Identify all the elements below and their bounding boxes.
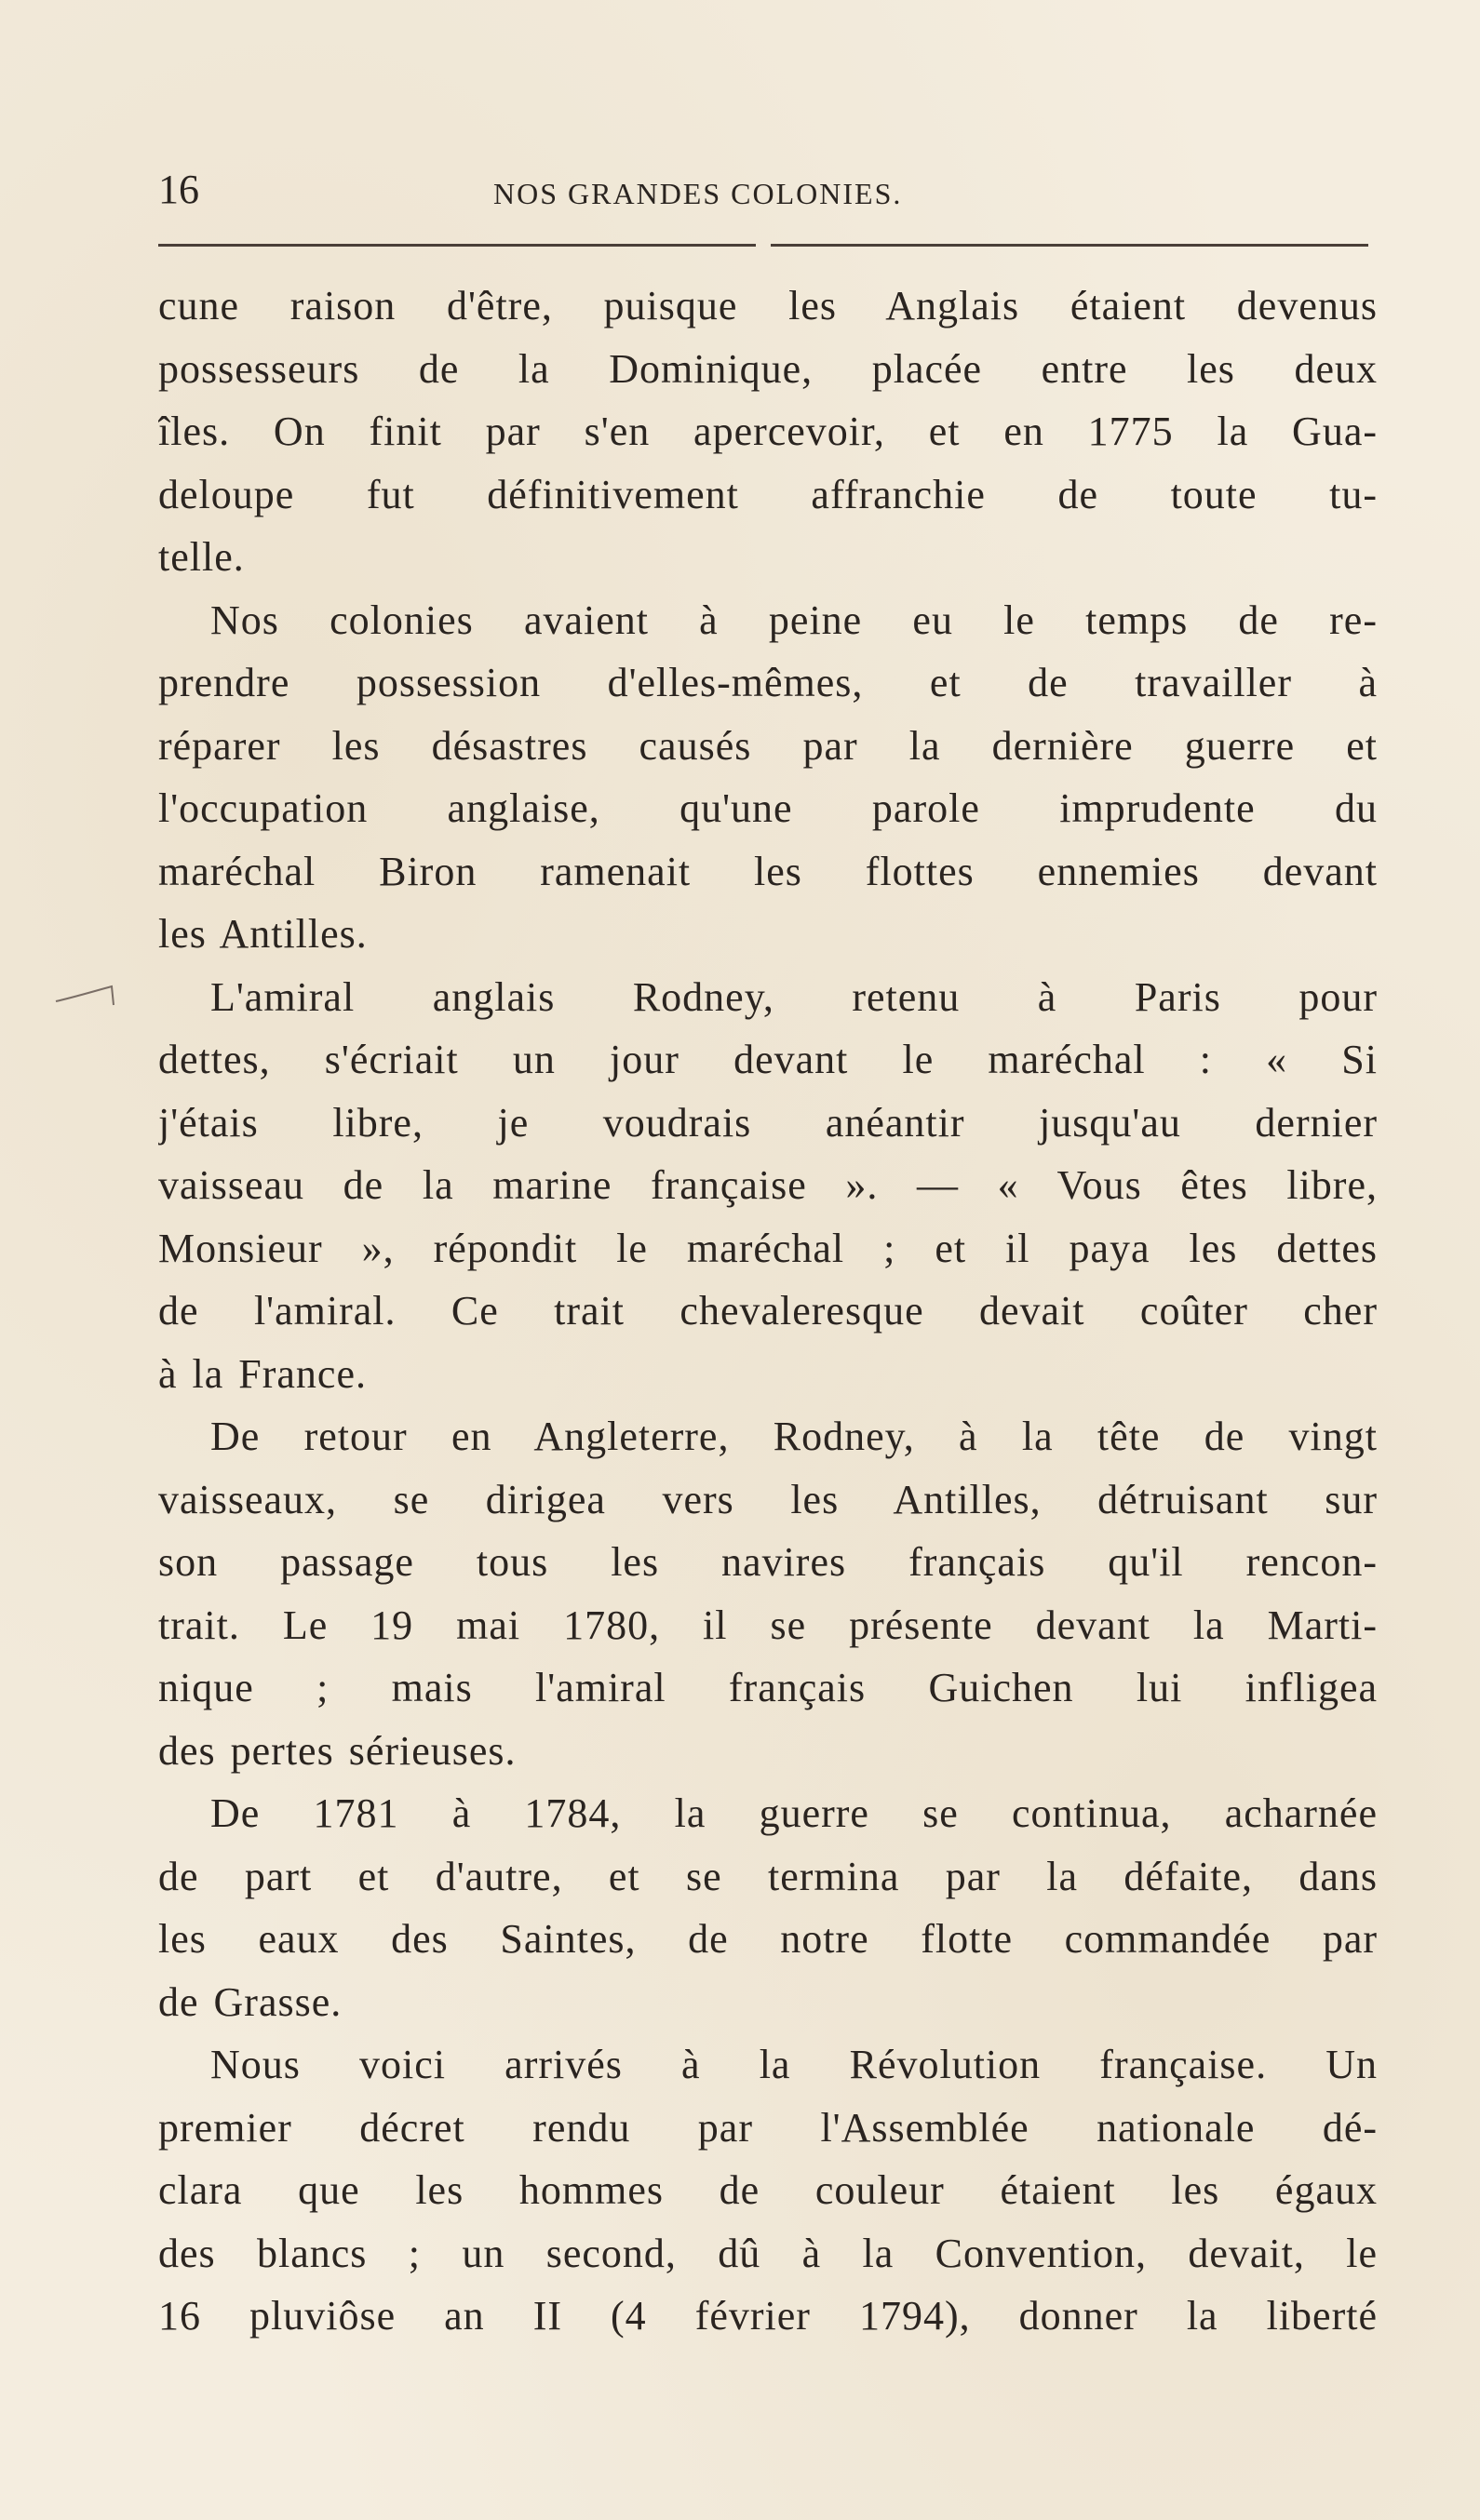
text-line: son passage tous les navires français qu'il rencon- bbox=[158, 1539, 1378, 1585]
text-line: nique ; mais l'amiral français Guichen lui infligea bbox=[158, 1665, 1378, 1710]
text-line: 16 pluviôse an II (4 février 1794), donner la liberté bbox=[158, 2293, 1378, 2339]
text-line: possesseurs de la Dominique, placée entre les deux bbox=[158, 345, 1378, 392]
margin-pencil-mark bbox=[54, 981, 119, 1009]
paragraph-1 bbox=[158, 275, 1378, 589]
text-line: dettes, s'écriait un jour devant le maréchal : « Si bbox=[158, 1037, 1378, 1082]
page-header bbox=[158, 160, 1368, 225]
text-line: l'occupation anglaise, qu'une parole imprudente du bbox=[158, 785, 1378, 831]
text-line: les eaux des Saintes, de notre flotte commandée par bbox=[158, 1916, 1378, 1962]
paragraph-4 bbox=[158, 1405, 1378, 1782]
text-line: maréchal Biron ramenait les flottes ennemies devant bbox=[158, 848, 1378, 894]
text-line: de Grasse. bbox=[158, 1978, 343, 2025]
text-line: clara que les hommes de couleur étaient les égaux bbox=[158, 2167, 1378, 2213]
running-title: NOS GRANDES COLONIES. bbox=[493, 177, 903, 210]
text-line: cune raison d'être, puisque les Anglais étaient devenus bbox=[158, 283, 1378, 328]
text-line: les Antilles. bbox=[158, 911, 368, 957]
text-line: de part et d'autre, et se termina par la défaite, dans bbox=[158, 1853, 1378, 1899]
text-line: îles. On finit par s'en apercevoir, et en 1775 la Gua- bbox=[158, 409, 1378, 454]
body-text bbox=[158, 275, 1378, 2348]
text-line: De 1781 à 1784, la guerre se continua, acharnée bbox=[210, 1790, 1378, 1836]
text-line: Monsieur », répondit le maréchal ; et il paya les dettes bbox=[158, 1225, 1378, 1271]
text-line: trait. Le 19 mai 1780, il se présente devant la Marti- bbox=[158, 1602, 1378, 1648]
paragraph-5 bbox=[158, 1782, 1378, 2033]
text-line: vaisseaux, se dirigea vers les Antilles, détruisant sur bbox=[158, 1476, 1378, 1522]
text-line: Nos colonies avaient à peine eu le temps de re- bbox=[210, 596, 1378, 643]
text-line: De retour en Angleterre, Rodney, à la tête de vingt bbox=[210, 1414, 1378, 1459]
text-line: des pertes sérieuses. bbox=[158, 1727, 517, 1774]
header-rule-left bbox=[158, 244, 756, 247]
text-line: prendre possession d'elles-mêmes, et de travailler à bbox=[158, 660, 1378, 705]
paragraph-6 bbox=[158, 2033, 1378, 2348]
text-line: Nous voici arrivés à la Révolution française. Un bbox=[210, 2042, 1378, 2087]
text-line: réparer les désastres causés par la dernière guerre et bbox=[158, 722, 1378, 769]
text-line: vaisseau de la marine française ». — « Vous êtes libre, bbox=[158, 1162, 1378, 1208]
header-rule-right bbox=[771, 244, 1368, 247]
text-line: premier décret rendu par l'Assemblée nationale dé- bbox=[158, 2104, 1378, 2151]
paragraph-2 bbox=[158, 589, 1378, 966]
text-line: de l'amiral. Ce trait chevaleresque devait coûter cher bbox=[158, 1288, 1378, 1334]
text-line: j'étais libre, je voudrais anéantir jusqu'au dernier bbox=[158, 1099, 1378, 1146]
paragraph-3 bbox=[158, 966, 1378, 1406]
text-line: à la France. bbox=[158, 1350, 367, 1397]
text-line: L'amiral anglais Rodney, retenu à Paris pour bbox=[210, 973, 1378, 1020]
text-line: deloupe fut définitivement affranchie de toute tu- bbox=[158, 471, 1378, 517]
text-line: telle. bbox=[158, 534, 245, 580]
text-line: des blancs ; un second, dû à la Convention, devait, le bbox=[158, 2230, 1378, 2276]
page-number: 16 bbox=[158, 167, 199, 212]
